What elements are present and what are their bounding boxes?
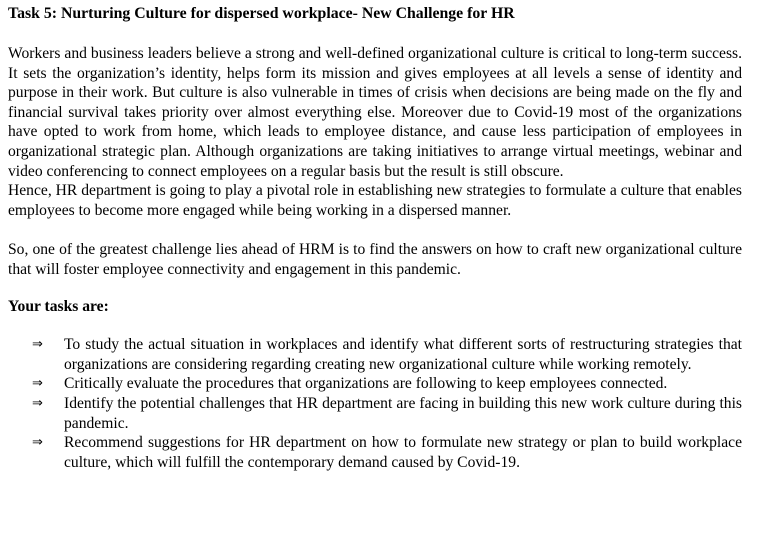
- task-item: [32, 335, 742, 374]
- task-text: Recommend suggestions for HR department on how to formulate new strategy or plan to build workplace culture, which will fulfill the contemporary demand caused by Covid-19.: [64, 434, 742, 471]
- task-item: [32, 433, 742, 472]
- tasks-heading: Your tasks are:: [8, 298, 109, 316]
- task-text: To study the actual situation in workplaces and identify what different sorts of restructuring strategies that organizations are considering regarding creating new organizational culture while working remotely.: [64, 336, 742, 373]
- arrow-bullet-icon: ⇒: [32, 435, 43, 451]
- arrow-bullet-icon: ⇒: [32, 376, 43, 392]
- challenge-paragraph: So, one of the greatest challenge lies ahead of HRM is to find the answers on how to craft new organizational culture that will foster employee connectivity and engagement in this pandemic.: [8, 240, 742, 278]
- task-title: Task 5: Nurturing Culture for dispersed workplace- New Challenge for HR: [8, 5, 515, 22]
- task-item: [32, 374, 742, 394]
- arrow-bullet-icon: ⇒: [32, 337, 43, 353]
- task-text: Critically evaluate the procedures that organizations are following to keep employees connected.: [64, 375, 668, 393]
- task-text: Identify the potential challenges that HR department are facing in building this new work culture during this pandemic.: [64, 394, 742, 432]
- intro-paragraph: Workers and business leaders believe a strong and well-defined organizational culture is critical to long-term success. It sets the organization’s identity, helps form its mission and gives employees at all levels a sense of identity and purpose in their work. But culture is also vulnerable in times of crisis when decisions are being made on the fly and financial survival takes priority over almost everything else. Moreover due to Covid-19 most of the organizations have opted to work from home, which leads to employee distance, and cause less participation of employees in organizational strategic plan. Although organizations are taking initiatives to arrange virtual meetings, webinar and video conferencing to connect employees on a regular basis but the result is still obscure.: [8, 45, 742, 180]
- task-list: [8, 335, 742, 472]
- arrow-bullet-icon: ⇒: [32, 395, 43, 411]
- task-item: [32, 394, 742, 433]
- hr-role-paragraph: Hence, HR department is going to play a pivotal role in establishing new strategies to formulate a culture that enables employees to become more engaged while being working in a dispersed manner.: [8, 182, 742, 219]
